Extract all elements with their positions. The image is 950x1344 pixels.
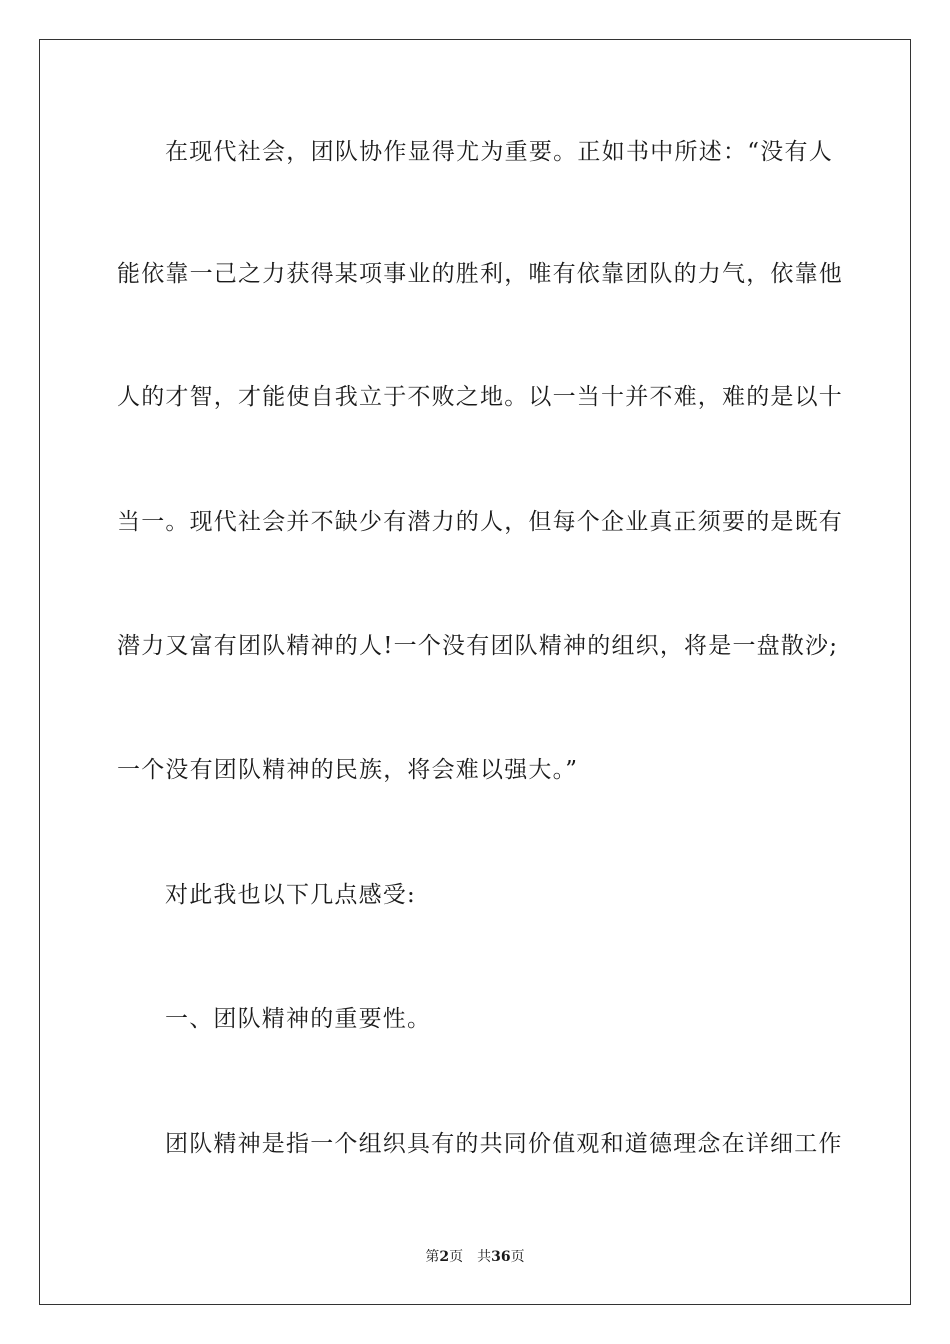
paragraph-line: 在现代社会，团队协作显得尤为重要。正如书中所述：“没有人 [165, 139, 833, 165]
page-suffix: 页 [449, 1249, 464, 1265]
total-page-count: 36 [491, 1249, 511, 1265]
paragraph-line: 对此我也以下几点感受: [165, 882, 416, 908]
paragraph-line: 团队精神是指一个组织具有的共同价值观和道德理念在详细工作 [165, 1131, 843, 1157]
section-heading: 一、团队精神的重要性。 [165, 1006, 432, 1032]
paragraph-line: 当一。现代社会并不缺少有潜力的人，但每个企业真正须要的是既有 [117, 509, 843, 535]
page-border [39, 39, 911, 1305]
paragraph-line: 一个没有团队精神的民族，将会难以强大。” [117, 757, 579, 783]
paragraph-line: 人的才智，才能使自我立于不败之地。以一当十并不难，难的是以十 [117, 384, 843, 410]
page-number-footer [0, 1247, 950, 1267]
current-page-number: 2 [439, 1249, 450, 1265]
page-prefix: 第 [425, 1249, 440, 1265]
total-suffix: 页 [510, 1249, 525, 1265]
paragraph-line: 潜力又富有团队精神的人!一个没有团队精神的组织，将是一盘散沙; [117, 633, 839, 659]
paragraph-line: 能依靠一己之力获得某项事业的胜利，唯有依靠团队的力气，依靠他 [117, 261, 843, 287]
total-prefix: 共 [477, 1249, 492, 1265]
